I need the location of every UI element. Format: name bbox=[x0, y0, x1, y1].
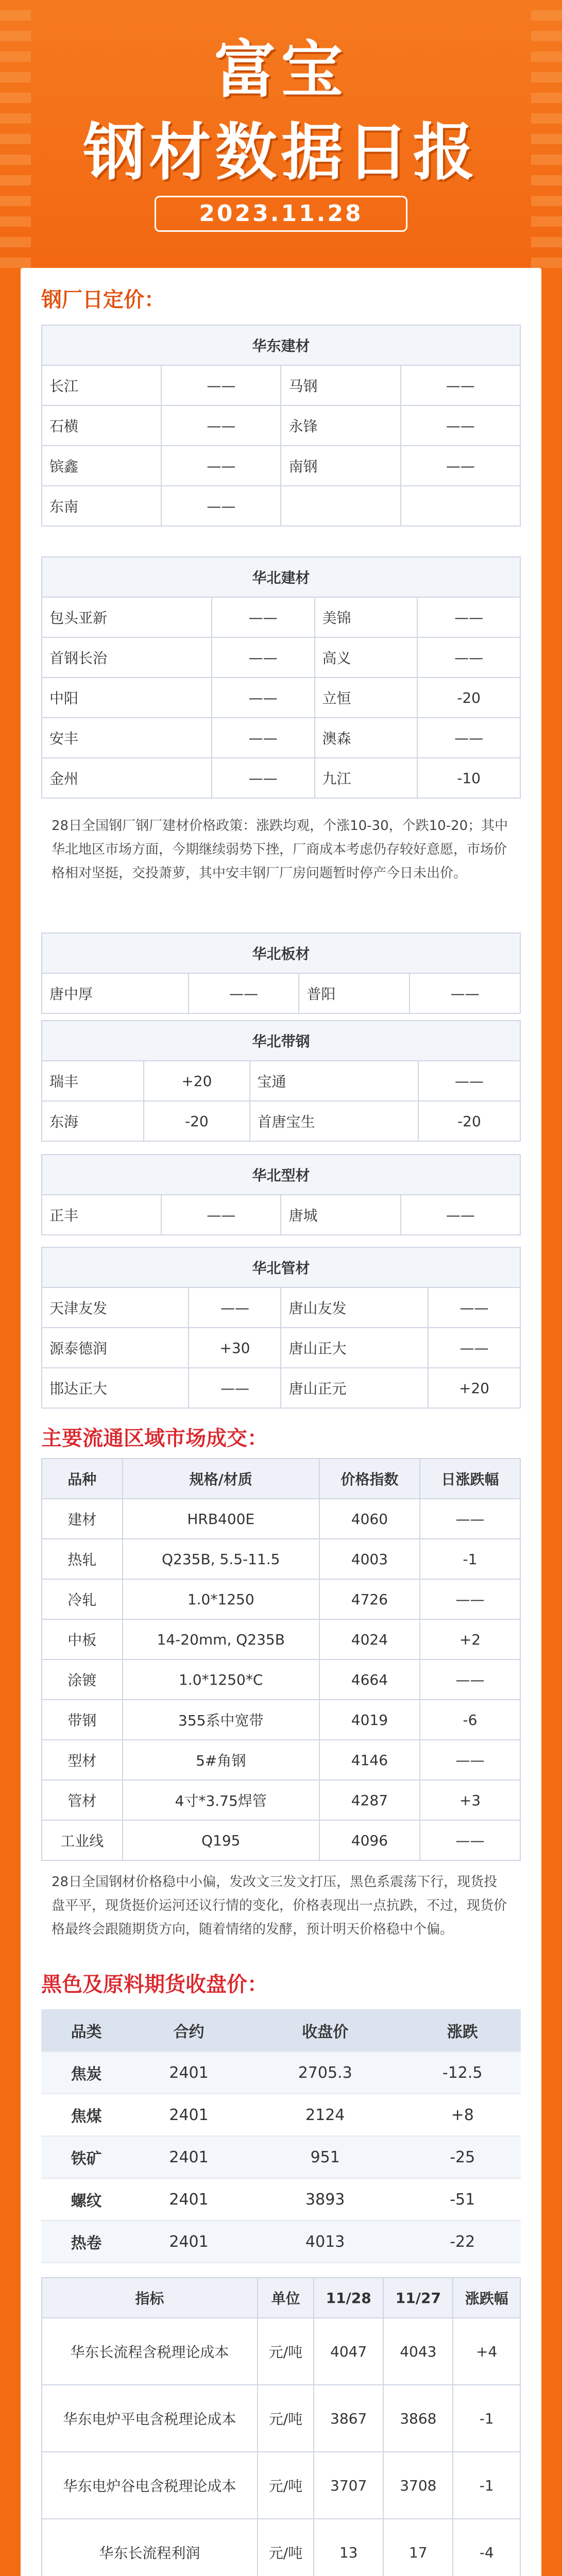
region-label: 华北板材 bbox=[42, 933, 520, 973]
table-cell: +20 bbox=[428, 1368, 520, 1408]
table-cell: 天津友发 bbox=[42, 1287, 189, 1328]
table-market-prices bbox=[41, 1458, 521, 1861]
table-cell: 唐山正元 bbox=[281, 1368, 428, 1408]
table-cell: —— bbox=[189, 1368, 281, 1408]
column-header: 涨跌幅 bbox=[453, 2278, 520, 2318]
header-title-line1: 富宝 bbox=[214, 35, 348, 106]
table-cell: -1 bbox=[420, 1539, 520, 1579]
table-cell: —— bbox=[401, 446, 520, 486]
table-cell: 宝通 bbox=[250, 1061, 418, 1101]
header-title-line2: 钢材数据日报 bbox=[83, 117, 479, 189]
report-header bbox=[0, 0, 562, 268]
table-cell: 首唐宝生 bbox=[250, 1101, 418, 1141]
table-cell: 元/吨 bbox=[258, 2452, 314, 2519]
table-cell: 4024 bbox=[319, 1619, 420, 1659]
table-cell: 热卷 bbox=[41, 2221, 131, 2263]
table-cell: 2401 bbox=[131, 2221, 246, 2263]
table-cell: -20 bbox=[144, 1101, 249, 1141]
region-label: 华北管材 bbox=[42, 1247, 520, 1287]
table-cell: 3867 bbox=[314, 2385, 383, 2452]
table-cost-profit bbox=[41, 2277, 521, 2576]
column-header: 涨跌 bbox=[404, 2009, 521, 2052]
table-cell: 焦煤 bbox=[41, 2094, 131, 2136]
table-row bbox=[42, 2385, 520, 2452]
table-cell: 热轧 bbox=[42, 1539, 123, 1579]
table-cell: 立恒 bbox=[315, 677, 418, 718]
table-cell: —— bbox=[161, 446, 281, 486]
table-cell: —— bbox=[410, 973, 520, 1013]
table-cell: 源泰德润 bbox=[42, 1328, 189, 1368]
table-north-section bbox=[41, 1154, 521, 1235]
table-row bbox=[42, 1195, 520, 1235]
table-cell: 金州 bbox=[42, 758, 212, 798]
table-cell: 355系中宽带 bbox=[123, 1700, 319, 1740]
table-cell: 涂镀 bbox=[42, 1659, 123, 1700]
table-cell bbox=[281, 486, 400, 526]
table-cell: 2401 bbox=[131, 2178, 246, 2221]
table-row bbox=[42, 2519, 520, 2576]
table-row bbox=[42, 1740, 520, 1780]
table-header-row bbox=[41, 2009, 521, 2052]
table-header-row bbox=[42, 2278, 520, 2318]
table-cell: 3893 bbox=[246, 2178, 404, 2221]
table-cell: 冷轧 bbox=[42, 1579, 123, 1619]
table-cell: 高义 bbox=[315, 637, 418, 677]
table-cell: 1.0*1250*C bbox=[123, 1659, 319, 1700]
table-east-building bbox=[41, 325, 521, 527]
column-header: 价格指数 bbox=[319, 1459, 420, 1499]
table-cell: 4019 bbox=[319, 1700, 420, 1740]
table-cell: +20 bbox=[144, 1061, 249, 1101]
table-row bbox=[42, 486, 520, 526]
table-cell: 2124 bbox=[246, 2094, 404, 2136]
table-cell: 唐城 bbox=[281, 1195, 400, 1235]
table-row bbox=[42, 677, 520, 718]
table-cell: -25 bbox=[404, 2136, 521, 2178]
table-cell: 4726 bbox=[319, 1579, 420, 1619]
table-cell: 华东长流程利润 bbox=[42, 2519, 258, 2576]
table-cell: 唐山友发 bbox=[281, 1287, 428, 1328]
table-cell: 4047 bbox=[314, 2318, 383, 2385]
table-cell: —— bbox=[417, 637, 520, 677]
table-row bbox=[42, 446, 520, 486]
region-label: 华北建材 bbox=[42, 557, 520, 597]
table-cell: +8 bbox=[404, 2094, 521, 2136]
table-cell: -51 bbox=[404, 2178, 521, 2221]
table-cell: 4003 bbox=[319, 1539, 420, 1579]
table-row bbox=[42, 1579, 520, 1619]
table-cell: 3707 bbox=[314, 2452, 383, 2519]
column-header: 指标 bbox=[42, 2278, 258, 2318]
table-row bbox=[42, 1820, 520, 1860]
table-cell: —— bbox=[401, 365, 520, 405]
table-cell: 元/吨 bbox=[258, 2385, 314, 2452]
table-cell: 4664 bbox=[319, 1659, 420, 1700]
table-north-building bbox=[41, 556, 521, 799]
table-cell: 3708 bbox=[383, 2452, 453, 2519]
table-cell: 建材 bbox=[42, 1499, 123, 1539]
column-header: 日涨跌幅 bbox=[420, 1459, 520, 1499]
table-cell: -12.5 bbox=[404, 2052, 521, 2094]
table-north-pipe bbox=[41, 1247, 521, 1409]
table-cell: 元/吨 bbox=[258, 2318, 314, 2385]
table-cell: -22 bbox=[404, 2221, 521, 2263]
table-cell: 美锦 bbox=[315, 597, 418, 637]
table-cell: 邯达正大 bbox=[42, 1368, 189, 1408]
table-cell: 1.0*1250 bbox=[123, 1579, 319, 1619]
table-row bbox=[42, 2318, 520, 2385]
table-cell: 华东长流程含税理论成本 bbox=[42, 2318, 258, 2385]
table-cell: 元/吨 bbox=[258, 2519, 314, 2576]
column-header: 收盘价 bbox=[246, 2009, 404, 2052]
table-cell: —— bbox=[212, 637, 315, 677]
table-cell: 型材 bbox=[42, 1740, 123, 1780]
table-cell: —— bbox=[161, 1195, 281, 1235]
table-cell: 4287 bbox=[319, 1780, 420, 1820]
column-header: 单位 bbox=[258, 2278, 314, 2318]
table-row bbox=[42, 1539, 520, 1579]
table-cell: 螺纹 bbox=[41, 2178, 131, 2221]
table-cell: —— bbox=[189, 1287, 281, 1328]
table-row bbox=[42, 597, 520, 637]
table-cell: 普阳 bbox=[299, 973, 410, 1013]
table-cell: —— bbox=[417, 718, 520, 758]
table-cell: 东南 bbox=[42, 486, 161, 526]
table-cell: 4060 bbox=[319, 1499, 420, 1539]
table-header-row bbox=[42, 1459, 520, 1499]
table-cell: 首钢长治 bbox=[42, 637, 212, 677]
table-cell: —— bbox=[161, 365, 281, 405]
note-market: 28日全国钢材价格稳中小偏，发改文三发文打压，黑色系震荡下行，现货投盘平平，现货挺价运河还议行情的变化，价格表现出一点抗跌，不过，现货价格最终会跟随期货方向，随着情绪的发酵，预计明天价格稳中个偏。 bbox=[52, 1874, 507, 1937]
table-cell: —— bbox=[420, 1499, 520, 1539]
table-cell: 14-20mm, Q235B bbox=[123, 1619, 319, 1659]
section-market: 主要流通区域市场成交： bbox=[41, 1427, 268, 1450]
table-cell: -6 bbox=[420, 1700, 520, 1740]
table-row bbox=[42, 405, 520, 446]
table-cell: —— bbox=[420, 1740, 520, 1780]
table-cell: 3868 bbox=[383, 2385, 453, 2452]
table-cell: 4146 bbox=[319, 1740, 420, 1780]
table-north-strip bbox=[41, 1020, 521, 1142]
column-header: 11/27 bbox=[383, 2278, 453, 2318]
table-cell: 13 bbox=[314, 2519, 383, 2576]
table-cell: —— bbox=[428, 1328, 520, 1368]
table-cell: 焦炭 bbox=[41, 2052, 131, 2094]
table-cell: 永锋 bbox=[281, 405, 400, 446]
table-cell: 中阳 bbox=[42, 677, 212, 718]
region-label: 华北带钢 bbox=[42, 1021, 520, 1061]
table-cell bbox=[401, 486, 520, 526]
table-cell: Q235B, 5.5-11.5 bbox=[123, 1539, 319, 1579]
table-cell: 东海 bbox=[42, 1101, 144, 1141]
table-row bbox=[42, 365, 520, 405]
column-header: 品种 bbox=[42, 1459, 123, 1499]
table-cell: 马钢 bbox=[281, 365, 400, 405]
table-cell: —— bbox=[420, 1820, 520, 1860]
table-futures bbox=[41, 2009, 521, 2263]
table-cell: +4 bbox=[453, 2318, 520, 2385]
table-cell: 唐山正大 bbox=[281, 1328, 428, 1368]
table-cell: 安丰 bbox=[42, 718, 212, 758]
table-cell: 工业线 bbox=[42, 1820, 123, 1860]
table-cell: HRB400E bbox=[123, 1499, 319, 1539]
note-mill-price: 28日全国钢厂钢厂建材价格政策：涨跌均观，个涨10-30，个跌10-20；其中华北地区市场方面，今期继续弱势下挫，厂商成本考虑仍存较好意愿，市场价格相对坚挺，交投萧萝，其中安丰钢厂厂房问题暂时停产今日未出价。 bbox=[52, 818, 508, 881]
table-row bbox=[42, 1328, 520, 1368]
table-row bbox=[41, 2052, 521, 2094]
table-cell: -1 bbox=[453, 2452, 520, 2519]
table-row bbox=[42, 1499, 520, 1539]
table-cell: 4013 bbox=[246, 2221, 404, 2263]
table-row bbox=[42, 1619, 520, 1659]
table-cell: —— bbox=[417, 597, 520, 637]
table-row bbox=[42, 1061, 520, 1101]
table-row bbox=[41, 2136, 521, 2178]
table-cell: 长江 bbox=[42, 365, 161, 405]
table-cell: -20 bbox=[418, 1101, 520, 1141]
table-cell: 镔鑫 bbox=[42, 446, 161, 486]
table-cell: —— bbox=[418, 1061, 520, 1101]
table-cell: —— bbox=[161, 486, 281, 526]
section-mill-price: 钢厂日定价： bbox=[41, 288, 165, 312]
table-north-plate bbox=[41, 933, 521, 1014]
table-cell: -10 bbox=[417, 758, 520, 798]
report-body bbox=[21, 268, 541, 2576]
table-cell: 4096 bbox=[319, 1820, 420, 1860]
table-cell: —— bbox=[420, 1579, 520, 1619]
table-cell: —— bbox=[212, 677, 315, 718]
table-cell: 华东电炉平电含税理论成本 bbox=[42, 2385, 258, 2452]
table-row bbox=[42, 758, 520, 798]
table-cell: 唐中厚 bbox=[42, 973, 189, 1013]
table-cell: 石横 bbox=[42, 405, 161, 446]
table-row bbox=[42, 1659, 520, 1700]
table-cell: 瑞丰 bbox=[42, 1061, 144, 1101]
column-header: 品类 bbox=[41, 2009, 131, 2052]
table-cell: 正丰 bbox=[42, 1195, 161, 1235]
table-cell: —— bbox=[212, 718, 315, 758]
table-cell: 九江 bbox=[315, 758, 418, 798]
table-cell: 4寸*3.75焊管 bbox=[123, 1780, 319, 1820]
table-cell: 包头亚新 bbox=[42, 597, 212, 637]
section-futures: 黑色及原料期货收盘价： bbox=[41, 1973, 268, 1996]
table-cell: 4043 bbox=[383, 2318, 453, 2385]
table-cell: 2401 bbox=[131, 2094, 246, 2136]
table-row bbox=[42, 1287, 520, 1328]
table-row bbox=[42, 1700, 520, 1740]
column-header: 合约 bbox=[131, 2009, 246, 2052]
table-row bbox=[41, 2094, 521, 2136]
table-cell: —— bbox=[212, 758, 315, 798]
table-row bbox=[41, 2221, 521, 2263]
table-cell: 带钢 bbox=[42, 1700, 123, 1740]
table-cell: 951 bbox=[246, 2136, 404, 2178]
table-cell: —— bbox=[212, 597, 315, 637]
table-cell: 2401 bbox=[131, 2136, 246, 2178]
table-cell: 铁矿 bbox=[41, 2136, 131, 2178]
table-row bbox=[42, 1780, 520, 1820]
region-label: 华北型材 bbox=[42, 1155, 520, 1195]
table-cell: —— bbox=[161, 405, 281, 446]
table-cell: 管材 bbox=[42, 1780, 123, 1820]
table-cell: —— bbox=[401, 405, 520, 446]
table-cell: -4 bbox=[453, 2519, 520, 2576]
report-date: 2023.11.28 bbox=[155, 196, 407, 232]
column-header: 11/28 bbox=[314, 2278, 383, 2318]
table-row bbox=[41, 2178, 521, 2221]
table-cell: 2705.3 bbox=[246, 2052, 404, 2094]
table-cell: 2401 bbox=[131, 2052, 246, 2094]
table-cell: -20 bbox=[417, 677, 520, 718]
table-cell: —— bbox=[401, 1195, 520, 1235]
table-cell: —— bbox=[189, 973, 299, 1013]
column-header: 规格/材质 bbox=[123, 1459, 319, 1499]
table-row bbox=[42, 973, 520, 1013]
table-cell: -1 bbox=[453, 2385, 520, 2452]
table-cell: +2 bbox=[420, 1619, 520, 1659]
table-cell: +30 bbox=[189, 1328, 281, 1368]
table-row bbox=[42, 1368, 520, 1408]
table-cell: 南钢 bbox=[281, 446, 400, 486]
table-cell: +3 bbox=[420, 1780, 520, 1820]
region-label: 华东建材 bbox=[42, 325, 520, 365]
table-row bbox=[42, 1101, 520, 1141]
table-cell: 澳森 bbox=[315, 718, 418, 758]
table-cell: —— bbox=[420, 1659, 520, 1700]
table-row bbox=[42, 718, 520, 758]
table-row bbox=[42, 637, 520, 677]
table-cell: 华东电炉谷电含税理论成本 bbox=[42, 2452, 258, 2519]
table-cell: —— bbox=[428, 1287, 520, 1328]
table-cell: 中板 bbox=[42, 1619, 123, 1659]
table-row bbox=[42, 2452, 520, 2519]
table-cell: 5#角钢 bbox=[123, 1740, 319, 1780]
table-cell: Q195 bbox=[123, 1820, 319, 1860]
table-cell: 17 bbox=[383, 2519, 453, 2576]
